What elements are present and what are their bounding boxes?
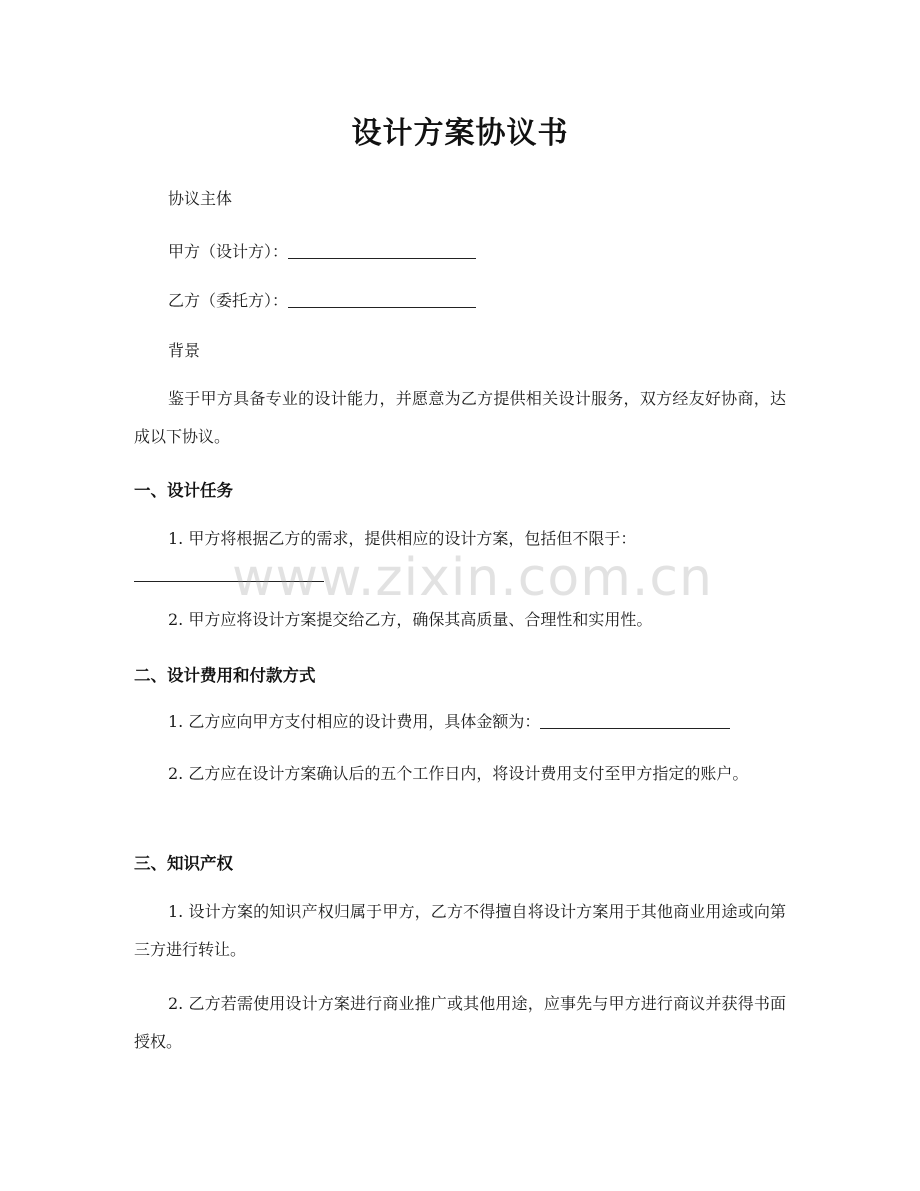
parties-heading xyxy=(134,182,820,216)
section-item: 2. 乙方应在设计方案确认后的五个工作日内，将设计费用支付至甲方指定的账户。 xyxy=(168,764,749,783)
section-item-text: 2. 甲方应将设计方案提交给乙方，确保其高质量、合理性和实用性。 xyxy=(168,610,653,629)
section-item: 2. 乙方若需使用设计方案进行商业推广或其他用途，应事先与甲方进行商议并获得书面授权。 xyxy=(134,994,786,1051)
background-heading xyxy=(134,334,820,368)
section-item-text: 1. 乙方应向甲方支付相应的设计费用，具体金额为： xyxy=(168,712,541,731)
party-a-label: 甲方（设计方）： xyxy=(168,242,289,261)
section-heading: 二、设计费用和付款方式 xyxy=(134,666,316,685)
section-heading: 一、设计任务 xyxy=(134,481,233,500)
document-title: 设计方案协议书 xyxy=(351,116,569,151)
party-b-blank[interactable] xyxy=(288,287,476,308)
background-heading-text: 背景 xyxy=(168,341,201,360)
background-paragraph: 鉴于甲方具备专业的设计能力，并愿意为乙方提供相关设计服务，双方经友好协商，达成以下协议。 xyxy=(134,389,786,446)
party-b-line xyxy=(134,284,820,318)
section-heading: 三、知识产权 xyxy=(134,854,233,873)
party-a-blank[interactable] xyxy=(288,238,476,259)
fee-amount-blank[interactable] xyxy=(540,708,730,729)
section-item: 1. 设计方案的知识产权归属于甲方，乙方不得擅自将设计方案用于其他商业用途或向第三方进行转让。 xyxy=(134,902,786,959)
watermark: www.zixin.com.cn xyxy=(232,548,713,608)
parties-heading-text: 协议主体 xyxy=(168,189,233,208)
section-item xyxy=(134,705,820,739)
section-item xyxy=(134,603,820,637)
party-a-line xyxy=(134,235,820,269)
section-item-text: 1. 甲方将根据乙方的需求，提供相应的设计方案，包括但不限于： xyxy=(168,529,637,548)
party-b-label: 乙方（委托方）： xyxy=(168,291,289,310)
